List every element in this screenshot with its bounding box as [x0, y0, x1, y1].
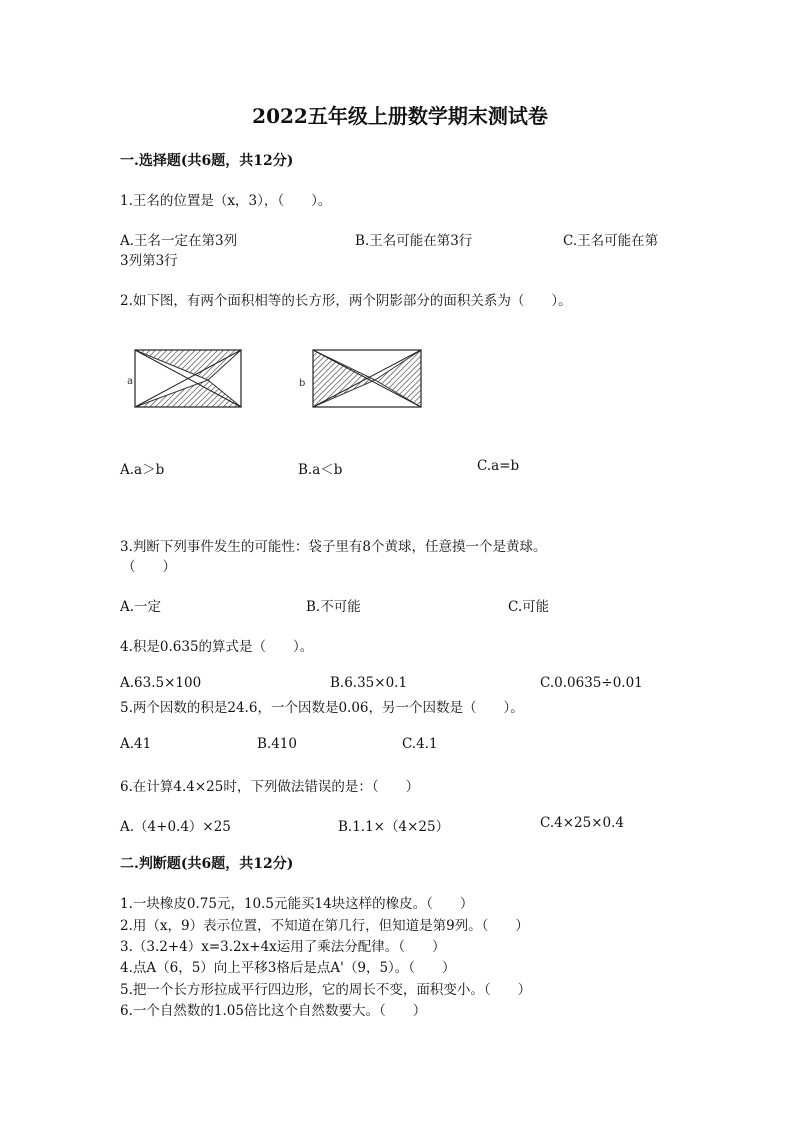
question-6-option-a: A.（4+0.4）×25 — [120, 819, 231, 835]
question-1-option-c-continued: 3列第3行 — [120, 253, 178, 269]
question-5-option-a: A.41 — [120, 736, 152, 752]
question-4-option-b: B.6.35×0.1 — [330, 675, 408, 691]
question-4-option-c: C.0.0635÷0.01 — [540, 675, 643, 691]
section-heading-judgment: 二.判断题(共6题，共12分) — [120, 856, 294, 872]
judgment-item-2: 2.用（x，9）表示位置，不知道在第几行，但知道是第9列。（ ） — [120, 918, 529, 934]
judgment-item-4: 4.点A（6，5）向上平移3格后是点A'（9，5）。（ ） — [120, 960, 456, 976]
question-5-stem: 5.两个因数的积是24.6，一个因数是0.06，另一个因数是（ ）。 — [120, 700, 524, 716]
question-6-stem: 6.在计算4.4×25时，下列做法错误的是：（ ） — [120, 779, 420, 795]
judgment-item-3: 3.（3.2+4）x=3.2x+4x运用了乘法分配律。（ ） — [120, 939, 446, 955]
judgment-item-5: 5.把一个长方形拉成平行四边形，它的周长不变，面积变小。（ ） — [120, 982, 532, 998]
question-4-stem: 4.积是0.635的算式是（ ）。 — [120, 639, 314, 655]
question-6-option-c: C.4×25×0.4 — [540, 815, 624, 831]
judgment-item-6: 6.一个自然数的1.05倍比这个自然数要大。（ ） — [120, 1003, 427, 1019]
question-1-stem: 1.王名的位置是（x，3），（ ）。 — [120, 193, 332, 209]
judgment-item-1: 1.一块橡皮0.75元，10.5元能买14块这样的橡皮。（ ） — [120, 896, 474, 912]
question-5-option-b: B.410 — [257, 736, 297, 752]
question-2-option-c: C.a=b — [477, 458, 520, 474]
question-1-option-a: A.王名一定在第3列 — [120, 233, 238, 249]
rectangle-figure-a — [120, 340, 250, 415]
question-2-option-b: B.a＜b — [298, 462, 343, 478]
question-2-option-a: A.a＞b — [120, 462, 165, 478]
section-heading-choice: 一.选择题(共6题，共12分) — [120, 153, 294, 169]
question-6-option-b: B.1.1×（4×25） — [338, 819, 450, 835]
question-3-stem: 3.判断下列事件发生的可能性：袋子里有8个黄球，任意摸一个是黄球。 — [120, 539, 547, 555]
question-3-option-a: A.一定 — [120, 599, 162, 615]
figure-label-a: a — [127, 376, 134, 387]
question-1-option-b: B.王名可能在第3行 — [355, 233, 473, 249]
question-4-option-a: A.63.5×100 — [120, 675, 202, 691]
question-5-option-c: C.4.1 — [402, 736, 438, 752]
page-title: 2022五年级上册数学期末测试卷 — [252, 104, 548, 128]
question-1-option-c: C.王名可能在第 — [563, 233, 659, 249]
rectangle-figure-b — [295, 340, 430, 415]
question-3-answer-blank: （ ） — [122, 559, 176, 575]
figure-label-b: b — [299, 378, 306, 389]
question-3-option-b: B.不可能 — [306, 599, 361, 615]
question-2-stem: 2.如下图，有两个面积相等的长方形，两个阴影部分的面积关系为（ ）。 — [120, 293, 572, 309]
question-3-option-c: C.可能 — [508, 599, 550, 615]
